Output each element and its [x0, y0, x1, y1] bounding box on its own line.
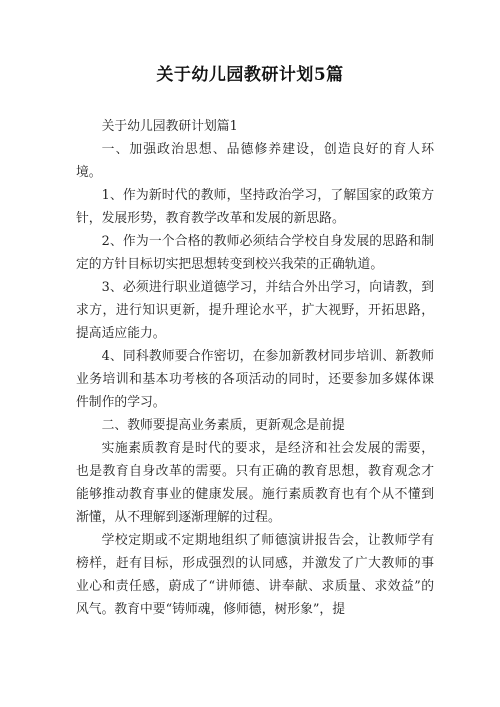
document-body [76, 115, 434, 621]
paragraph-section-heading: 关于幼儿园教研计划篇1 [101, 119, 238, 134]
paragraph: 一、加强政治思想、品德修养建设，创造良好的育人环境。 [76, 142, 434, 180]
paragraph: 3、必须进行职业道德学习，并结合外出学习，向请教，到求方，进行知识更新，提升理论水平，扩大视野，开拓思路，提高适应能力。 [76, 280, 434, 341]
paragraph: 二、教师要提高业务素质，更新观念是前提 [101, 418, 345, 433]
document-title: 关于幼儿园教研计划5篇 [156, 65, 344, 85]
paragraph: 4、同科教师要合作密切，在参加新教材同步培训、新教师业务培训和基本功考核的各项活动的同时，还要参加多媒体课件制作的学习。 [76, 349, 434, 410]
paragraph: 学校定期或不定期地组织了师德演讲报告会，让教师学有榜样，赶有目标，形成强烈的认同感，并激发了广大教师的事业心和责任感，蔚成了“讲师德、讲奉献、求质量、求效益”的风气。教育中要“铸师魂，修师德，树形象”，提 [76, 533, 434, 617]
paragraph: 实施素质教育是时代的要求，是经济和社会发展的需要，也是教育自身改革的需要。只有正确的教育思想，教育观念才能够推动教育事业的健康发展。施行素质教育也有个从不懂到渐懂，从不理解到逐渐理解的过程。 [76, 441, 434, 525]
paragraph: 1、作为新时代的教师，坚持政治学习，了解国家的政策方针，发展形势，教育教学改革和发展的新思路。 [76, 188, 434, 226]
paragraph: 2、作为一个合格的教师必须结合学校自身发展的思路和制定的方针目标切实把思想转变到校兴我荣的正确轨道。 [76, 234, 434, 272]
